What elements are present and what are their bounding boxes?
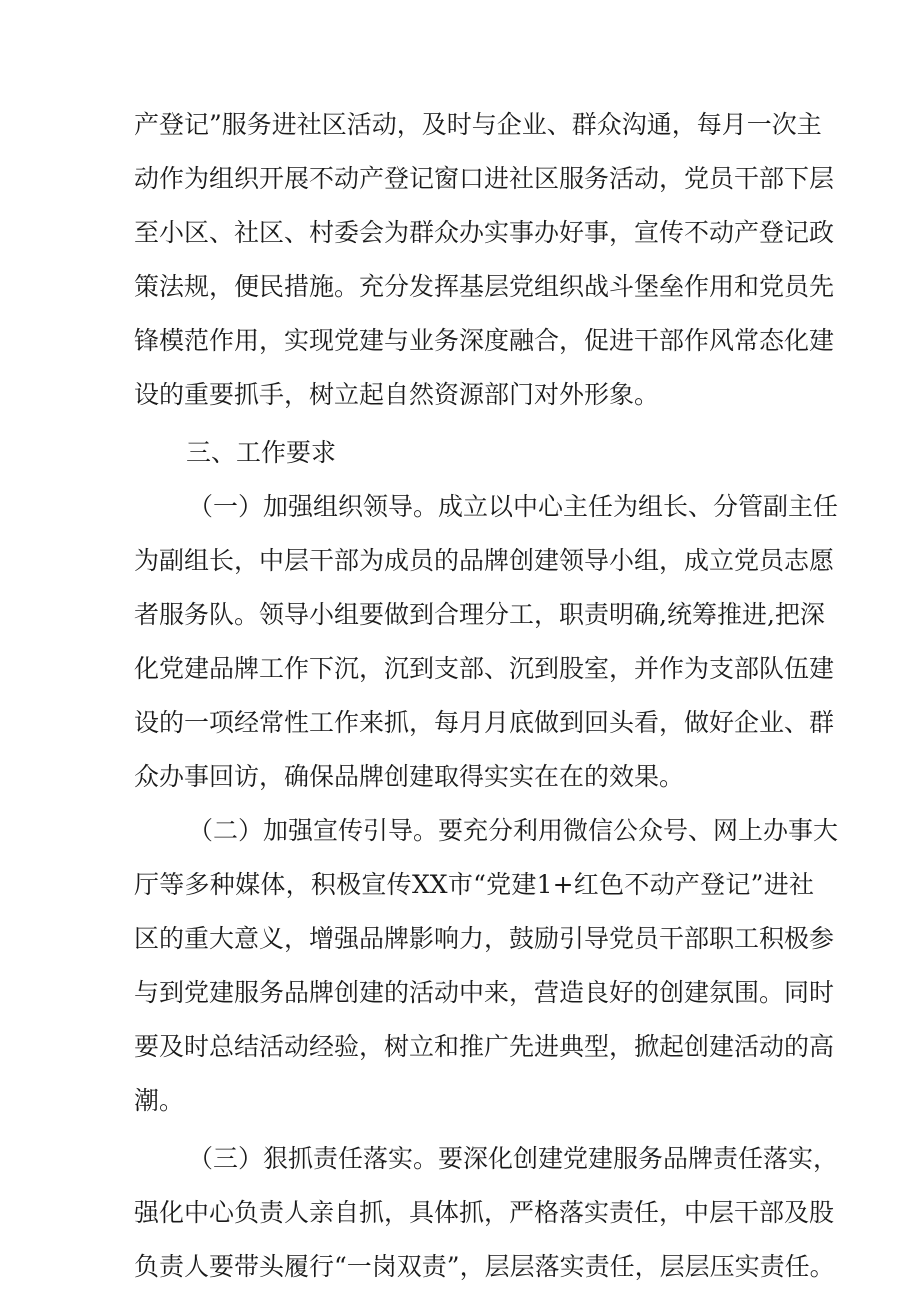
paragraph-1-line-5: 锋模范作用，实现党建与业务深度融合，促进干部作风常态化建 <box>134 326 835 355</box>
paragraph-2-line-2: 为副组长，中层干部为成员的品牌创建领导小组，成立党员志愿 <box>134 546 835 575</box>
paragraph-3-line-5: 要及时总结活动经验，树立和推广先进典型，掀起创建活动的高 <box>134 1032 835 1061</box>
paragraph-2-line-6: 众办事回访，确保品牌创建取得实实在在的效果。 <box>134 762 685 791</box>
paragraph-1-line-4: 策法规，便民措施。充分发挥基层党组织战斗堡垒作用和党员先 <box>134 272 835 301</box>
paragraph-1-line-1: 产登记”服务进社区活动，及时与企业、群众沟通，每月一次主 <box>134 110 822 139</box>
paragraph-2-line-4: 化党建品牌工作下沉，沉到支部、沉到股室，并作为支部队伍建 <box>134 654 835 683</box>
paragraph-2-line-3: 者服务队。领导小组要做到合理分工，职责明确,统筹推进,把深 <box>134 600 825 629</box>
paragraph-2-line-5: 设的一项经常性工作来抓，每月月底做到回头看，做好企业、群 <box>134 708 835 737</box>
paragraph-3-line-6: 潮。 <box>134 1086 185 1115</box>
paragraph-3-line-1: （二）加强宣传引导。要充分利用微信公众号、网上办事大 <box>188 816 839 845</box>
paragraph-3-line-4: 与到党建服务品牌创建的活动中来，营造良好的创建氛围。同时 <box>134 978 835 1007</box>
paragraph-1-line-6: 设的重要抓手，树立起自然资源部门对外形象。 <box>134 380 660 409</box>
section-heading: 三、工作要求 <box>186 438 337 467</box>
paragraph-4-line-2: 强化中心负责人亲自抓，具体抓，严格落实责任，中层干部及股 <box>134 1198 835 1227</box>
paragraph-4-line-1: （三）狠抓责任落实。要深化创建党建服务品牌责任落实， <box>188 1144 839 1173</box>
paragraph-1-line-2: 动作为组织开展不动产登记窗口进社区服务活动，党员干部下层 <box>134 164 835 193</box>
paragraph-3-line-3: 区的重大意义，增强品牌影响力，鼓励引导党员干部职工积极参 <box>134 924 835 953</box>
paragraph-2-line-1: （一）加强组织领导。成立以中心主任为组长、分管副主任 <box>188 492 839 521</box>
paragraph-1-line-3: 至小区、社区、村委会为群众办实事办好事，宣传不动产登记政 <box>134 218 835 247</box>
paragraph-3-line-2: 厅等多种媒体，积极宣传XX市“党建1+红色不动产登记”进社 <box>134 870 814 899</box>
paragraph-4-line-3: 负责人要带头履行“一岗双责”，层层落实责任，层层压实责任。 <box>134 1252 835 1281</box>
